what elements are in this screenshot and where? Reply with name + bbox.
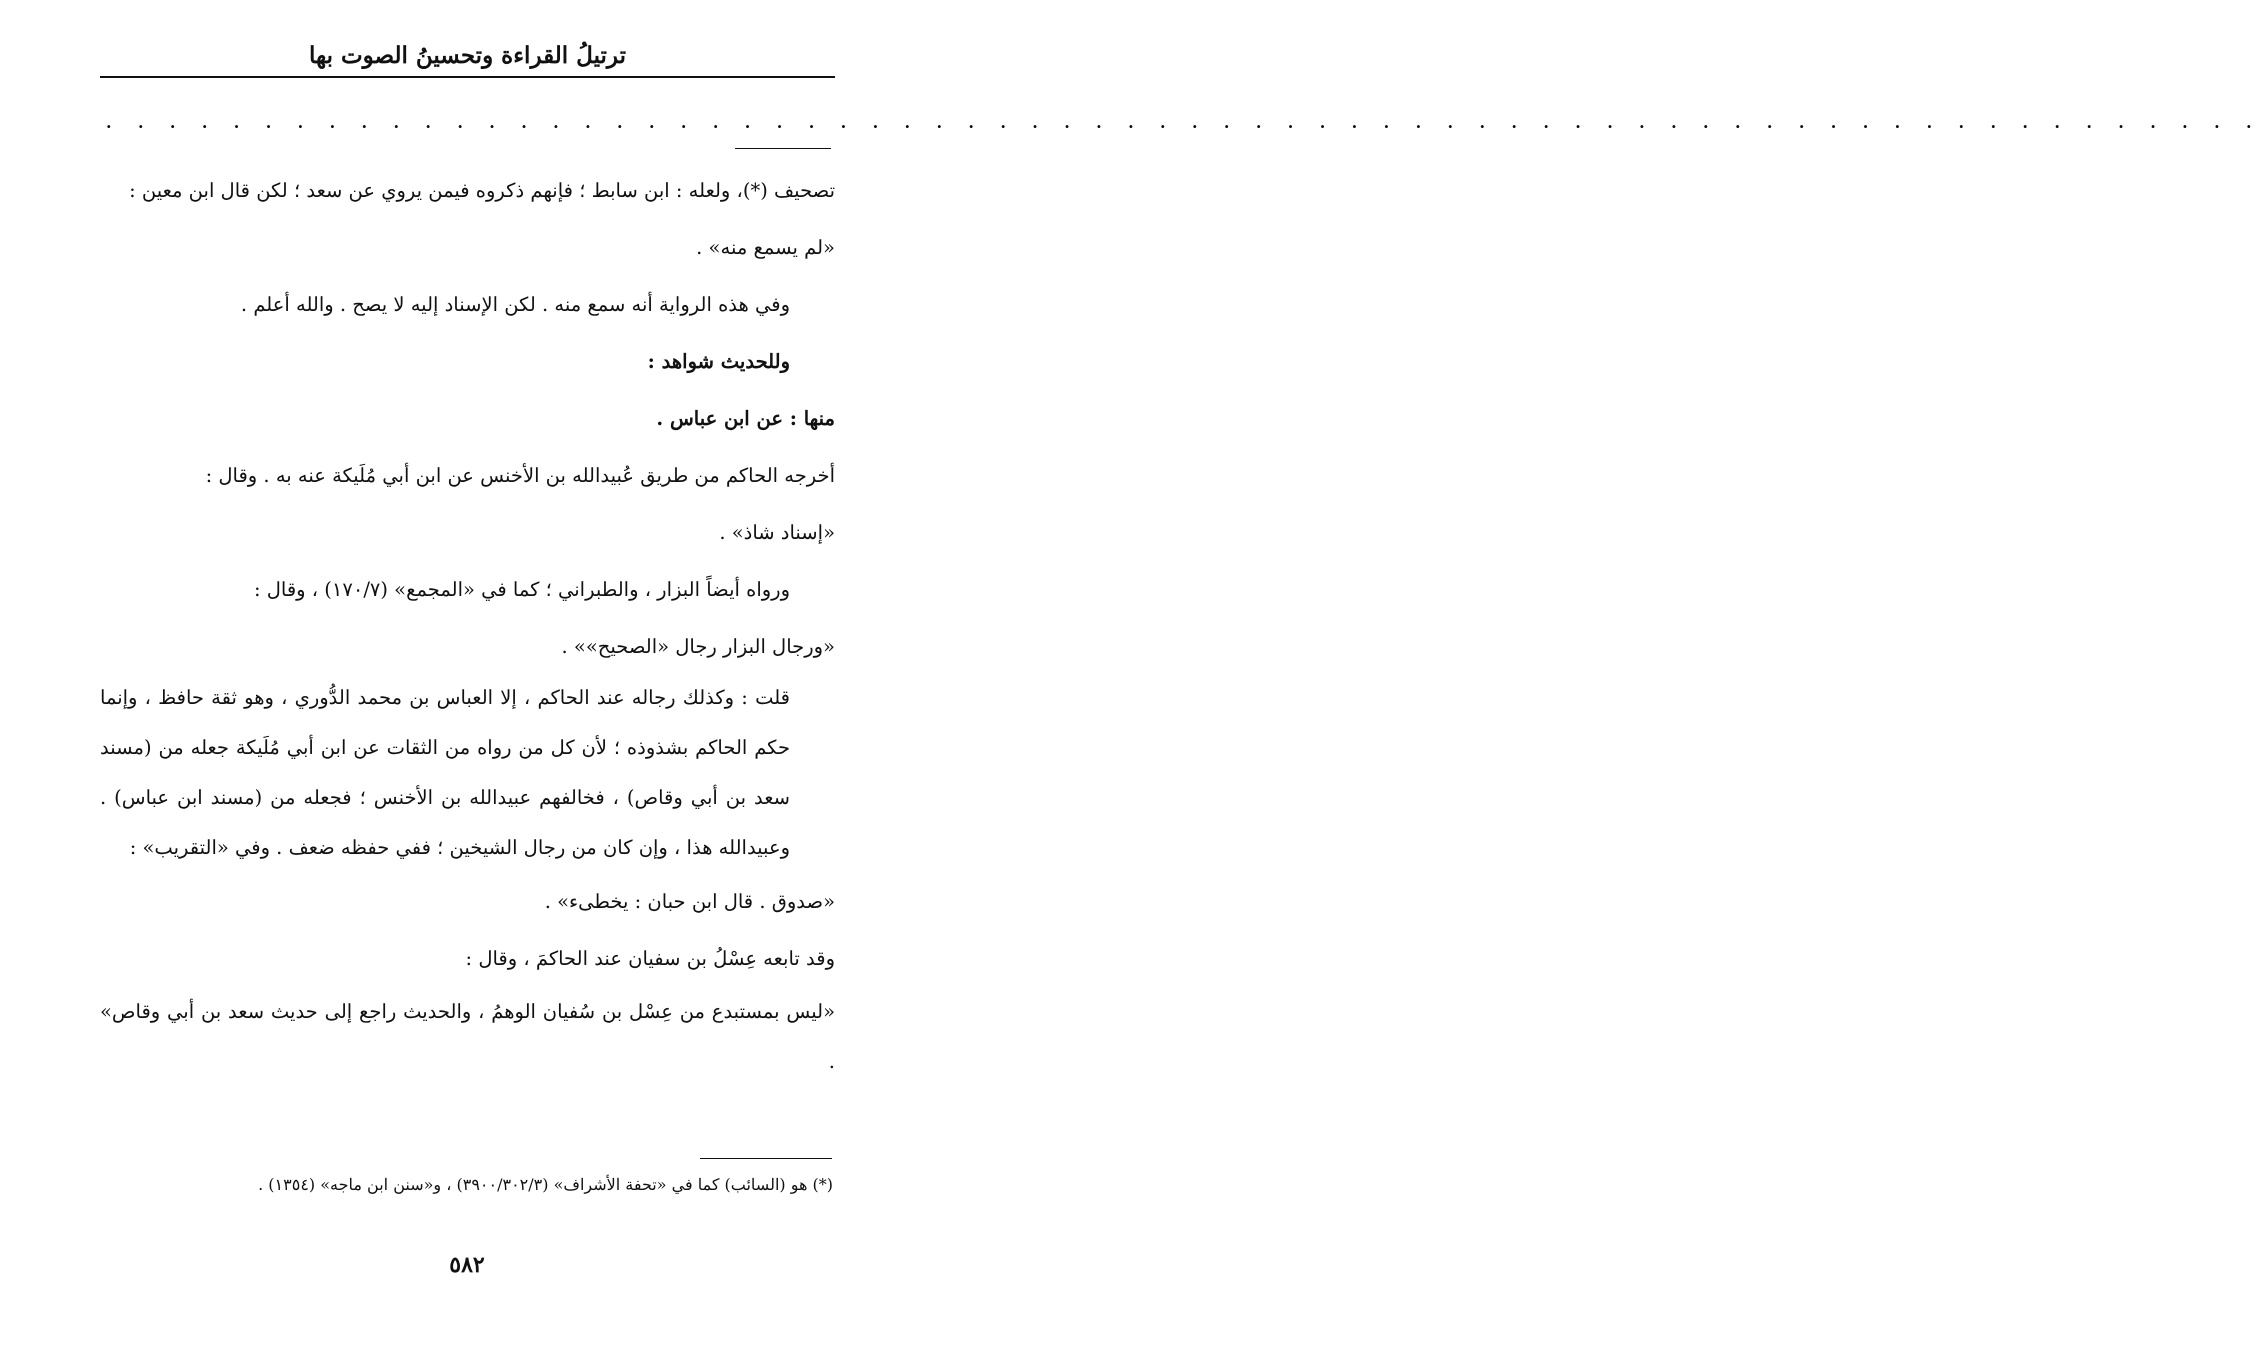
paragraph-qultu: قلت : وكذلك رجاله عند الحاكم ، إلا العباس بن محمد الدُّوري ، وهو ثقة حافظ ، وإنما حكم الحاكم بشذوذه ؛ لأن كل من رواه من الثقات عن ابن أبي مُلَيكة جعله من (مسند سعد بن أبي وقاص) ، فخالفهم عبيدالله بن الأخنس ؛ فجعله من (مسند ابن عباس) . وعبيدالله هذا ، وإن كان من رجال الشيخين ؛ ففي حفظه ضعف . وفي «التقريب» : — [100, 686, 790, 859]
main-text — [100, 162, 835, 1087]
quote-lam-yasma: «لم يسمع منه» . — [696, 236, 835, 259]
short-separator-rule — [735, 148, 831, 149]
paragraph-tabaahu: وقد تابعه عِسْلُ بن سفيان عند الحاكمَ ، وقال : — [465, 947, 835, 970]
footnote-rule — [700, 1158, 832, 1159]
dotted-separator: . . . . . . . . . . . . . . . . . . . . . . . . . . . . . . . . . . . . . . . . . . . . . . . . . . . . . . . . . . . . . . . . . . . . — [106, 113, 2262, 132]
page-number: ٥٨٢ — [449, 1252, 485, 1278]
paragraph-akhrajahu: أخرجه الحاكم من طريق عُبيدالله بن الأخنس عن ابن أبي مُلَيكة عنه به . وقال : — [205, 464, 835, 487]
quote-isnad-shadh: «إسناد شاذ» . — [719, 521, 835, 544]
heading-ibn-abbas: منها : عن ابن عباس . — [656, 407, 835, 430]
quote-laysa: «ليس بمستبدع من عِسْل بن سُفيان الوهمُ ، والحديث راجع إلى حديث سعد بن أبي وقاص» . — [100, 1000, 835, 1073]
header-title: ترتيلُ القراءة وتحسينُ الصوت بها — [308, 42, 627, 69]
paragraph-riwaya: وفي هذه الرواية أنه سمع منه . لكن الإسناد إليه لا يصح . والله أعلم . — [240, 293, 790, 316]
quote-rijal-bazzar: «ورجال البزار رجال «الصحيح»» . — [561, 635, 835, 658]
paragraph-rawahu: ورواه أيضاً البزار ، والطبراني ؛ كما في «المجمع» (١٧٠/٧) ، وقال : — [253, 578, 790, 601]
quote-saduq: «صدوق . قال ابن حبان : يخطىء» . — [544, 890, 835, 913]
heading-shawahid: وللحديث شواهد : — [647, 350, 790, 373]
footnote: (*) هو (السائب) كما في «تحفة الأشراف» (٣٩٠٠/٣٠٢/٣) ، و«سنن ابن ماجه» (١٣٥٤) . — [258, 1175, 833, 1194]
running-header — [100, 38, 835, 78]
paragraph-tashif: تصحيف (*)، ولعله : ابن سابط ؛ فإنهم ذكروه فيمن يروي عن سعد ؛ لكن قال ابن معين : — [129, 179, 835, 202]
